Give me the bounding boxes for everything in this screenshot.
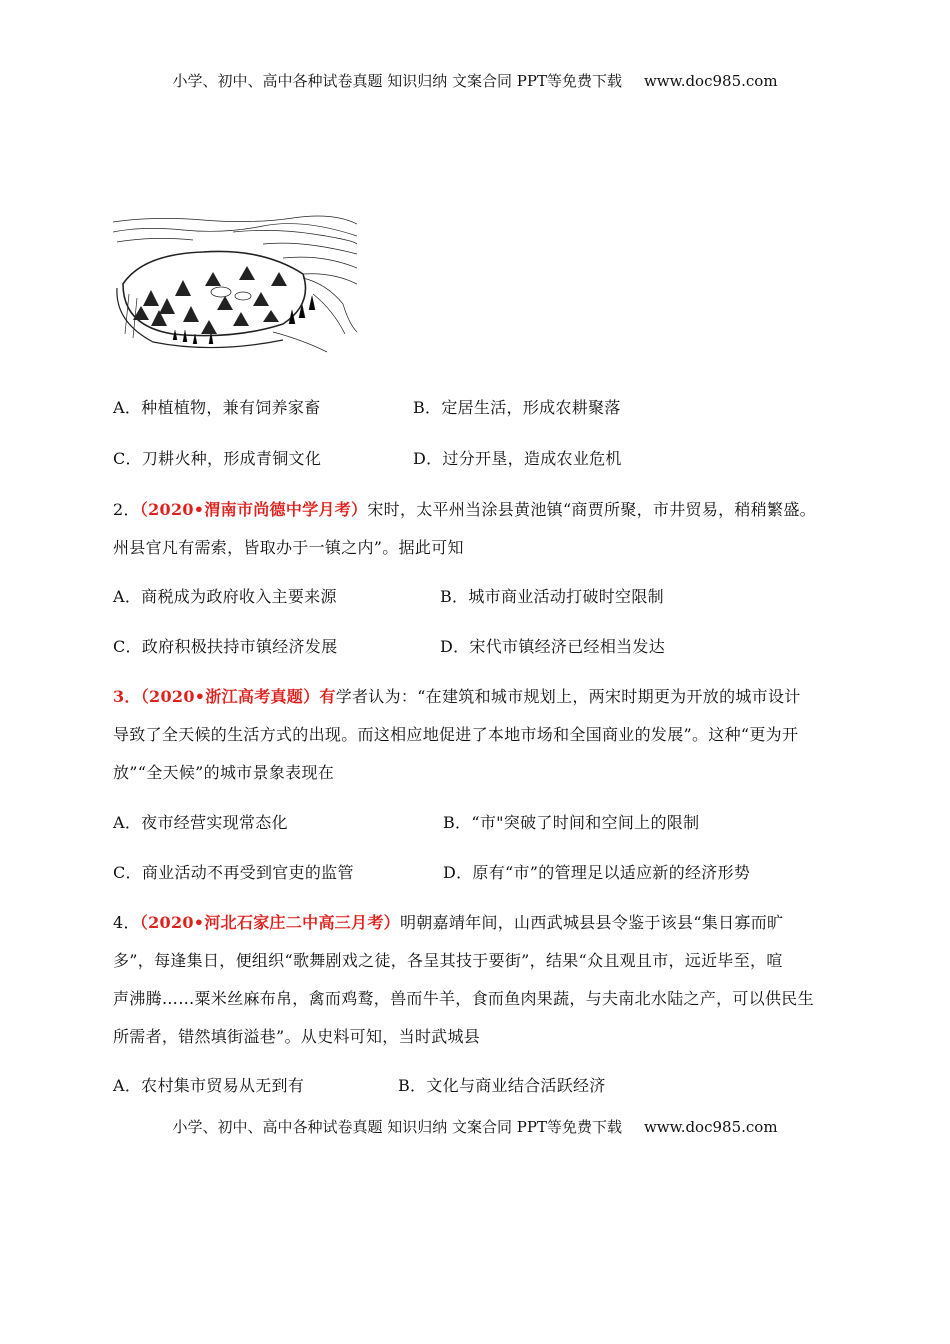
q2-option-b[interactable]: B．城市商业活动打破时空限制 bbox=[440, 587, 664, 606]
q2-source: （2020•渭南市尚德中学月考） bbox=[139, 500, 368, 519]
q3-option-b[interactable]: B．“市"突破了时间和空间上的限制 bbox=[443, 813, 700, 832]
q4-stem-line-3: 声沸腾……粟米丝麻布帛，禽而鸡鹜，兽而牛羊，食而鱼肉果蔬，与夫南北水陆之产，可以供民生 bbox=[113, 989, 814, 1008]
q3-text: 学者认为：“在建筑和城市规划上，两宋时期更为开放的城市设计 bbox=[335, 687, 801, 706]
q3-stem-line-3: 放”“全天候”的城市景象表现在 bbox=[113, 763, 335, 782]
q4-number: 4． bbox=[113, 913, 140, 932]
q2-option-c[interactable]: C．政府积极扶持市镇经济发展 bbox=[113, 637, 338, 656]
q3-option-a[interactable]: A．夜市经营实现常态化 bbox=[113, 813, 288, 832]
page-footer bbox=[0, 1116, 950, 1137]
q3-source: （2020•浙江高考真题）有 bbox=[140, 687, 336, 706]
q1-option-c[interactable]: C．刀耕火种，形成青铜文化 bbox=[113, 449, 322, 468]
q4-option-a[interactable]: A．农村集市贸易从无到有 bbox=[113, 1076, 305, 1095]
q1-option-b[interactable]: B．定居生活，形成农耕聚落 bbox=[413, 398, 621, 417]
q3-stem-line-2: 导致了全天候的生活方式的出现。而这相应地促进了本地市场和全国商业的发展”。这种“更为开 bbox=[113, 725, 799, 744]
q3-option-c[interactable]: C．商业活动不再受到官吏的监管 bbox=[113, 863, 354, 882]
q2-text: 宋时，太平州当涂县黄池镇“商贾所聚，市井贸易，稍稍繁盛。 bbox=[367, 500, 816, 519]
settlement-illustration bbox=[113, 214, 357, 354]
q4-source: （2020•河北石家庄二中高三月考） bbox=[139, 913, 400, 932]
page-header bbox=[0, 70, 950, 91]
header-url[interactable]: www.doc985.com bbox=[643, 72, 778, 90]
q2-option-d[interactable]: D．宋代市镇经济已经相当发达 bbox=[440, 637, 666, 656]
q4-stem-line-4: 所需者，错然填街溢巷”。从史料可知，当时武城县 bbox=[113, 1027, 481, 1046]
footer-url[interactable]: www.doc985.com bbox=[643, 1118, 778, 1136]
header-text: 小学、初中、高中各种试卷真题 知识归纳 文案合同 PPT等免费下载 bbox=[172, 72, 622, 90]
footer-text: 小学、初中、高中各种试卷真题 知识归纳 文案合同 PPT等免费下载 bbox=[172, 1118, 622, 1136]
q2-number: 2． bbox=[113, 500, 140, 519]
q4-option-b[interactable]: B．文化与商业结合活跃经济 bbox=[398, 1076, 606, 1095]
q3-number: 3． bbox=[113, 687, 141, 706]
q3-stem-line-1 bbox=[113, 684, 801, 707]
q4-stem-line-1 bbox=[113, 910, 783, 933]
q1-option-d[interactable]: D．过分开垦，造成农业危机 bbox=[413, 449, 622, 468]
q4-text: 明朝嘉靖年间，山西武城县县令鉴于该县“集日寡而旷 bbox=[399, 913, 784, 932]
q2-stem-line-1 bbox=[113, 497, 816, 520]
q4-stem-line-2: 多”，每逢集日，便组织“歌舞剧戏之徒，各呈其技于要街”，结果“众且观且市，远近毕至，喧 bbox=[113, 951, 783, 970]
q3-option-d[interactable]: D．原有“市”的管理足以适应新的经济形势 bbox=[443, 863, 751, 882]
q1-option-a[interactable]: A．种植植物，兼有饲养家畜 bbox=[113, 398, 321, 417]
q2-option-a[interactable]: A．商税成为政府收入主要来源 bbox=[113, 587, 337, 606]
q2-stem-line-2: 州县官凡有需索，皆取办于一镇之内”。据此可知 bbox=[113, 538, 464, 557]
